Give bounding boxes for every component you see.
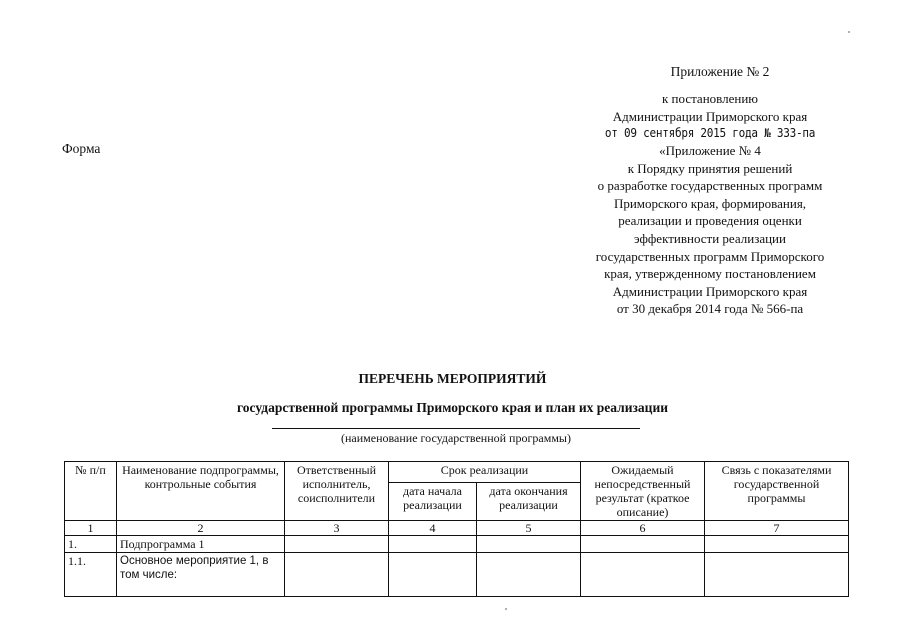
header-link: Связь с показателями государственной программы [705, 462, 849, 521]
previous-appendix-line: к Порядку принятия решений [627, 160, 793, 176]
column-number: 7 [705, 521, 849, 536]
previous-appendix-line: Администрации Приморского края [612, 283, 808, 299]
row-number: 1. [65, 536, 117, 553]
approval-line: к постановлению [661, 91, 759, 106]
approval-line: Администрации Приморского края [612, 108, 808, 124]
form-label: Форма [62, 141, 101, 156]
header-term: Срок реализации [389, 462, 581, 483]
table-header-row [65, 462, 849, 483]
measures-table [64, 461, 849, 597]
previous-appendix-line: Приморского края, формирования, [613, 195, 807, 211]
empty-cell [705, 536, 849, 553]
program-name-line [272, 428, 640, 429]
previous-appendix-line: реализации и проведения оценки [618, 213, 802, 229]
header-name: Наименование подпрограммы, контрольные события [117, 462, 285, 521]
column-number-row [65, 521, 849, 536]
approval-block [560, 90, 860, 143]
empty-cell [705, 553, 849, 597]
previous-appendix-line: о разработке государственных программ [597, 178, 823, 194]
header-term-start: дата начала реализации [389, 482, 477, 520]
scan-speck [505, 608, 507, 610]
row-name: Подпрограмма 1 [117, 536, 285, 553]
approval-date-line: от 09 сентября 2015 года № 333-па [604, 126, 816, 141]
appendix-title: Приложение № 2 [670, 64, 770, 79]
empty-cell [581, 536, 705, 553]
previous-appendix-line: от 30 декабря 2014 года № 566-па [616, 301, 804, 317]
empty-cell [389, 536, 477, 553]
table-row [65, 553, 849, 597]
column-number: 2 [117, 521, 285, 536]
empty-cell [477, 536, 581, 553]
table-row [65, 536, 849, 553]
empty-cell [285, 553, 389, 597]
scan-speck [848, 31, 850, 33]
header-term-end: дата окончания реализации [477, 482, 581, 520]
row-number: 1.1. [65, 553, 117, 597]
empty-cell [477, 553, 581, 597]
empty-cell [285, 536, 389, 553]
previous-appendix-line: «Приложение № 4 [659, 143, 761, 158]
empty-cell [581, 553, 705, 597]
header-result: Ожидаемый непосредственный результат (краткое описание) [581, 462, 705, 521]
page-title: ПЕРЕЧЕНЬ МЕРОПРИЯТИЙ [358, 371, 547, 386]
header-number: № п/п [65, 462, 117, 521]
header-executor: Ответственный исполнитель, соисполнители [285, 462, 389, 521]
previous-appendix-line: эффективности реализации [634, 230, 786, 246]
previous-appendix-block [555, 142, 865, 318]
column-number: 1 [65, 521, 117, 536]
row-name: Основное мероприятие 1, в том числе: [117, 553, 285, 597]
column-number: 4 [389, 521, 477, 536]
empty-cell [389, 553, 477, 597]
previous-appendix-line: государственных программ Приморского [595, 248, 825, 264]
column-number: 5 [477, 521, 581, 536]
column-number: 6 [581, 521, 705, 536]
page-subtitle: государственной программы Приморского края и план их реализации [236, 400, 669, 415]
program-name-caption: (наименование государственной программы) [341, 431, 571, 445]
column-number: 3 [285, 521, 389, 536]
previous-appendix-line: края, утвержденному постановлением [604, 266, 816, 282]
